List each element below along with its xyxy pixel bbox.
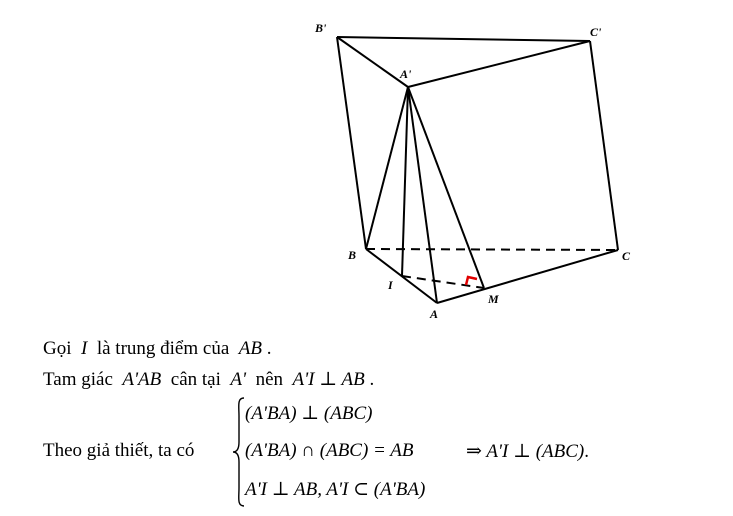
- line3-lead-text: Theo giả thiết, ta có: [43, 440, 195, 461]
- label-c-prime: C': [590, 25, 602, 39]
- label-a-prime: A': [400, 67, 412, 81]
- line1-text-2: là trung điểm của: [96, 338, 230, 359]
- line2-text-2: cân tại: [170, 369, 221, 390]
- system-row-3: A'I ⊥ AB, A'I ⊂ (A'BA): [245, 479, 426, 500]
- line2-vertex: A': [230, 369, 247, 390]
- edge-aprime-cprime: [408, 41, 590, 87]
- conclusion-statement: ⇒ A'I ⊥ (ABC): [466, 441, 585, 462]
- label-c: C: [622, 249, 631, 263]
- edge-aprime-i: [402, 87, 408, 276]
- label-a: A: [430, 307, 439, 321]
- edge-bprime-cprime: [337, 37, 590, 41]
- solution-line-1: [43, 338, 271, 360]
- label-b-prime: B': [315, 21, 327, 35]
- line2-text-1: Tam giác: [43, 369, 113, 390]
- line2-relation: A'I ⊥ AB: [292, 369, 365, 390]
- line2-triangle: A'AB: [122, 369, 162, 390]
- label-i: I: [388, 278, 393, 292]
- system-row-1: (A'BA) ⊥ (ABC): [245, 403, 373, 424]
- label-b: B: [348, 248, 357, 262]
- edge-cprime-c: [590, 41, 618, 250]
- solution-line-2: [43, 368, 374, 391]
- edge-aprime-b: [366, 87, 408, 249]
- edge-aprime-m: [408, 87, 484, 288]
- line1-point-i: I: [81, 338, 88, 359]
- edge-bprime-aprime: [337, 37, 408, 87]
- edge-bprime-b: [337, 37, 366, 249]
- label-m: M: [488, 292, 499, 306]
- solution-line-3-lead: [43, 440, 194, 462]
- line2-period: .: [369, 369, 375, 390]
- line1-text-1: Gọi: [43, 338, 72, 359]
- conclusion-period: .: [584, 441, 589, 462]
- line1-segment-ab: AB: [238, 338, 262, 359]
- right-angle-mark: [466, 277, 477, 285]
- edge-b-c-hidden: [366, 249, 618, 250]
- conclusion: [466, 440, 589, 463]
- line1-period: .: [266, 338, 272, 359]
- line2-text-3: nên: [255, 369, 283, 390]
- edge-b-a: [366, 249, 437, 303]
- edge-a-c: [437, 250, 618, 303]
- edge-aprime-a: [408, 87, 437, 303]
- system-brace: [232, 396, 246, 508]
- system-row-2: (A'BA) ∩ (ABC) = AB: [245, 440, 414, 461]
